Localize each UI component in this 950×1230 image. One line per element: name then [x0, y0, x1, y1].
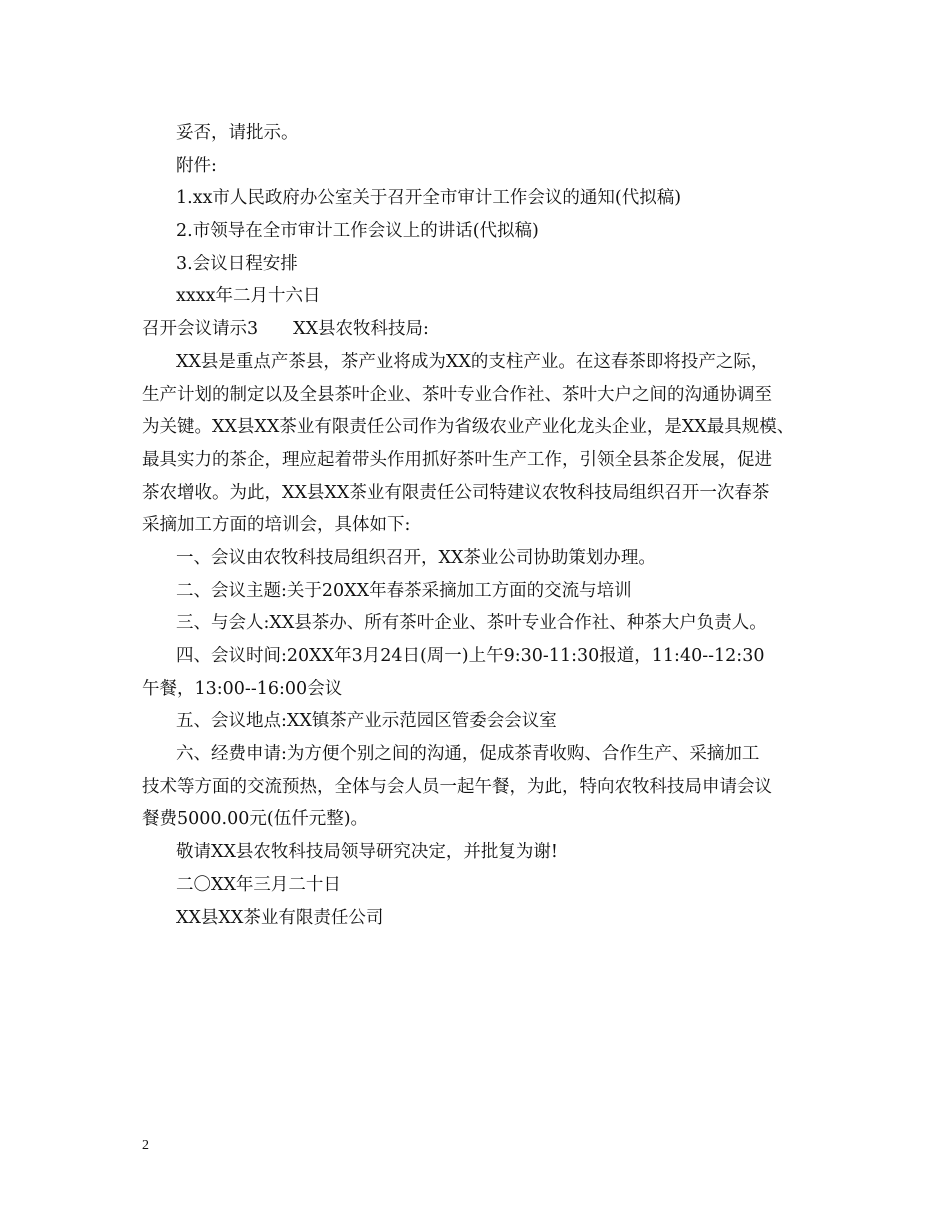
list-item-6-continued: 餐费5000.00元(伍仟元整)。: [142, 809, 369, 830]
section-heading: 召开会议请示3 XX县农牧科技局:: [142, 319, 429, 340]
document-body: [142, 117, 832, 934]
first-date-line: xxxx年二月十六日: [176, 286, 321, 307]
list-item-1: 一、会议由农牧科技局组织召开，XX茶业公司协助策划办理。: [176, 547, 656, 568]
attachment-item-1: 1.xx市人民政府办公室关于召开全市审计工作会议的通知(代拟稿): [176, 188, 682, 209]
page-number: 2: [142, 1138, 149, 1153]
paragraph-line: 最具实力的茶企，理应起着带头作用抓好茶叶生产工作，引领全县茶企发展，促进: [142, 449, 772, 470]
paragraph-line: 采摘加工方面的培训会，具体如下:: [142, 515, 411, 536]
attachment-item-2: 2.市领导在全市审计工作会议上的讲话(代拟稿): [176, 221, 539, 242]
list-item-6: 六、经费申请:为方便个别之间的沟通，促成茶青收购、合作生产、采摘加工: [176, 744, 760, 765]
paragraph-line: 茶农增收。为此，XX县XX茶业有限责任公司特建议农牧科技局组织召开一次春茶: [142, 482, 770, 503]
list-item-4-continued: 午餐，13:00--16:00会议: [142, 678, 343, 699]
signature-date: 二〇XX年三月二十日: [176, 874, 341, 895]
attachment-item-3: 3.会议日程安排: [176, 253, 298, 274]
list-item-5: 五、会议地点:XX镇茶产业示范园区管委会会议室: [176, 711, 557, 732]
closing-request-line: 妥否，请批示。: [176, 123, 299, 143]
attachments-heading: 附件:: [176, 155, 217, 176]
list-item-6-continued: 技术等方面的交流预热，全体与会人员一起午餐，为此，特向农牧科技局申请会议: [142, 776, 772, 797]
paragraph-line: 生产计划的制定以及全县茶叶企业、茶叶专业合作社、茶叶大户之间的沟通协调至: [142, 384, 772, 405]
list-item-4: 四、会议时间:20XX年3月24日(周一)上午9:30-11:30报道，11:40--12:30: [176, 646, 765, 666]
closing-request: 敬请XX县农牧科技局领导研究决定，并批复为谢!: [176, 842, 558, 863]
paragraph-line: 为关键。XX县XX茶业有限责任公司作为省级农业产业化龙头企业，是XX最具规模、: [142, 417, 795, 438]
paragraph-line: XX县是重点产茶县，茶产业将成为XX的支柱产业。在这春茶即将投产之际，: [176, 351, 769, 372]
list-item-2: 二、会议主题:关于20XX年春茶采摘加工方面的交流与培训: [176, 580, 632, 601]
list-item-3: 三、与会人:XX县茶办、所有茶叶企业、茶叶专业合作社、种茶大户负责人。: [176, 613, 767, 634]
signature-company: XX县XX茶业有限责任公司: [176, 907, 384, 928]
